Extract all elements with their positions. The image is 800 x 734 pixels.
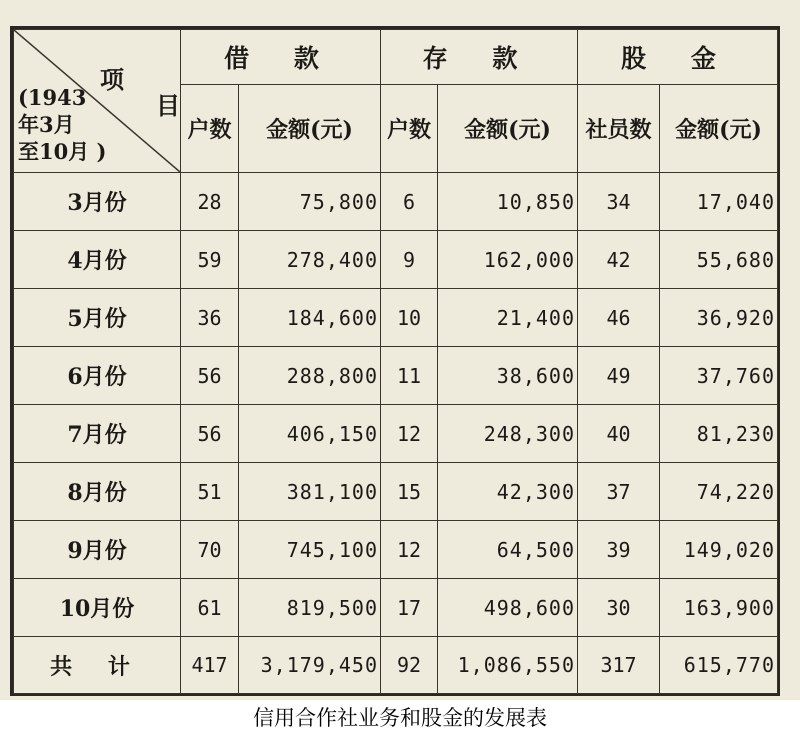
cell-share-amount: 163,900 xyxy=(660,579,778,637)
corner-period-label: (1943 年3月 至10月 ) xyxy=(18,85,107,164)
cell-member-count: 37 xyxy=(578,463,660,521)
total-loan-amount: 3,179,450 xyxy=(239,637,381,694)
cell-loan-amount: 819,500 xyxy=(239,579,381,637)
cell-deposit-amount: 248,300 xyxy=(438,405,578,463)
total-member-count: 317 xyxy=(578,637,660,694)
cell-deposit-households: 10 xyxy=(381,289,438,347)
cell-deposit-households: 6 xyxy=(381,173,438,231)
cell-loan-households: 61 xyxy=(181,579,239,637)
sub-header-loan-households: 户数 xyxy=(181,85,239,173)
sub-header-deposit-households: 户数 xyxy=(381,85,438,173)
row-month-label: 7月份 xyxy=(14,405,181,463)
cell-deposit-households: 15 xyxy=(381,463,438,521)
total-loan-households: 417 xyxy=(181,637,239,694)
credit-cooperative-table xyxy=(13,29,778,694)
table-row xyxy=(14,405,778,463)
cell-loan-households: 36 xyxy=(181,289,239,347)
cell-member-count: 49 xyxy=(578,347,660,405)
row-month-label: 5月份 xyxy=(14,289,181,347)
cell-deposit-households: 9 xyxy=(381,231,438,289)
cell-loan-amount: 184,600 xyxy=(239,289,381,347)
corner-item-label: 项 xyxy=(100,65,124,94)
table-row xyxy=(14,173,778,231)
cell-loan-households: 28 xyxy=(181,173,239,231)
table-row xyxy=(14,579,778,637)
sub-header-loan-amount: 金额(元) xyxy=(239,85,381,173)
total-row xyxy=(14,637,778,694)
cell-deposit-households: 12 xyxy=(381,521,438,579)
cell-member-count: 40 xyxy=(578,405,660,463)
cell-loan-households: 56 xyxy=(181,347,239,405)
row-month-label: 3月份 xyxy=(14,173,181,231)
cell-deposit-households: 11 xyxy=(381,347,438,405)
total-label: 共 计 xyxy=(14,637,181,694)
cell-share-amount: 36,920 xyxy=(660,289,778,347)
cell-share-amount: 37,760 xyxy=(660,347,778,405)
sub-header-deposit-amount: 金额(元) xyxy=(438,85,578,173)
cell-loan-amount: 75,800 xyxy=(239,173,381,231)
cell-member-count: 34 xyxy=(578,173,660,231)
cell-share-amount: 74,220 xyxy=(660,463,778,521)
cell-member-count: 42 xyxy=(578,231,660,289)
group-header-shares: 股 金 xyxy=(578,30,778,85)
corner-mu-label: 目 xyxy=(156,91,180,120)
cell-loan-amount: 406,150 xyxy=(239,405,381,463)
cell-loan-households: 51 xyxy=(181,463,239,521)
cell-deposit-amount: 21,400 xyxy=(438,289,578,347)
cell-deposit-amount: 42,300 xyxy=(438,463,578,521)
row-month-label: 6月份 xyxy=(14,347,181,405)
group-header-deposits: 存 款 xyxy=(381,30,578,85)
cell-deposit-households: 17 xyxy=(381,579,438,637)
cell-deposit-amount: 10,850 xyxy=(438,173,578,231)
cell-deposit-amount: 498,600 xyxy=(438,579,578,637)
sub-header-share-amount: 金额(元) xyxy=(660,85,778,173)
cell-loan-households: 70 xyxy=(181,521,239,579)
cell-share-amount: 55,680 xyxy=(660,231,778,289)
group-header-loans: 借 款 xyxy=(181,30,381,85)
cell-loan-amount: 278,400 xyxy=(239,231,381,289)
table-row xyxy=(14,289,778,347)
table-row xyxy=(14,463,778,521)
cell-loan-amount: 381,100 xyxy=(239,463,381,521)
row-month-label: 4月份 xyxy=(14,231,181,289)
cell-loan-households: 56 xyxy=(181,405,239,463)
cell-loan-amount: 745,100 xyxy=(239,521,381,579)
cell-deposit-amount: 38,600 xyxy=(438,347,578,405)
cell-deposit-amount: 64,500 xyxy=(438,521,578,579)
table-caption: 信用合作社业务和股金的发展表 xyxy=(253,706,547,730)
table-row xyxy=(14,347,778,405)
total-deposit-amount: 1,086,550 xyxy=(438,637,578,694)
cell-loan-households: 59 xyxy=(181,231,239,289)
row-month-label: 8月份 xyxy=(14,463,181,521)
cell-share-amount: 149,020 xyxy=(660,521,778,579)
cell-deposit-amount: 162,000 xyxy=(438,231,578,289)
total-share-amount: 615,770 xyxy=(660,637,778,694)
cell-loan-amount: 288,800 xyxy=(239,347,381,405)
cell-member-count: 39 xyxy=(578,521,660,579)
corner-header-cell xyxy=(14,30,181,173)
cell-share-amount: 17,040 xyxy=(660,173,778,231)
cell-deposit-households: 12 xyxy=(381,405,438,463)
total-deposit-households: 92 xyxy=(381,637,438,694)
table-row xyxy=(14,231,778,289)
row-month-label: 10月份 xyxy=(14,579,181,637)
cell-share-amount: 81,230 xyxy=(660,405,778,463)
cell-member-count: 30 xyxy=(578,579,660,637)
row-month-label: 9月份 xyxy=(14,521,181,579)
cell-member-count: 46 xyxy=(578,289,660,347)
table-row xyxy=(14,521,778,579)
sub-header-member-count: 社员数 xyxy=(578,85,660,173)
